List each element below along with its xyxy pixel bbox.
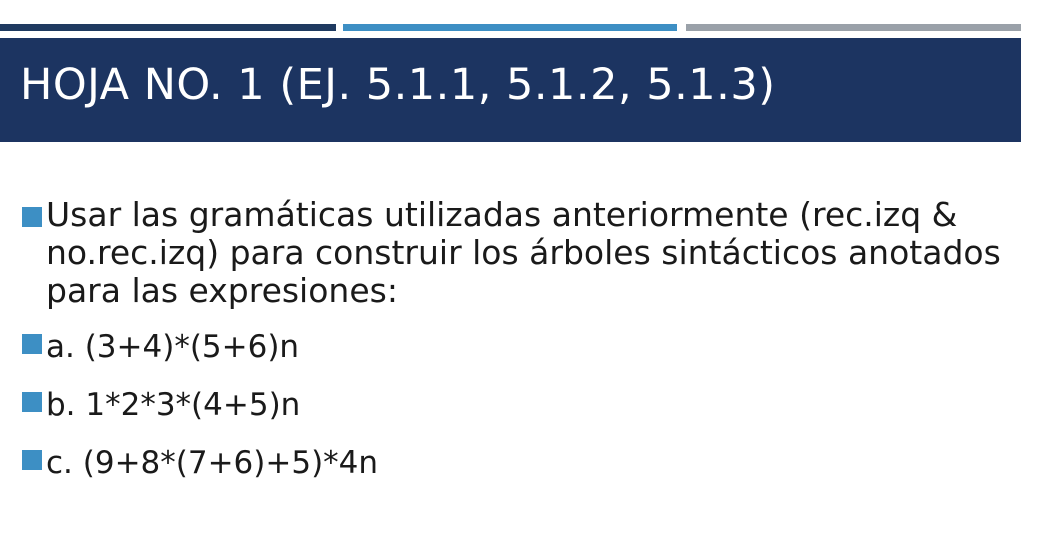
square-bullet-icon — [22, 450, 42, 470]
accent-stripe-gray — [686, 24, 1021, 31]
expression-item-b — [22, 376, 1012, 434]
main-bullet-text: Usar las gramáticas utilizadas anteriormente (rec.izq & no.rec.izq) para construir los árboles sintácticos anotados para las expresiones: — [46, 195, 1012, 310]
slide-content — [22, 196, 1012, 492]
main-bullet-item — [22, 196, 1012, 310]
title-band — [0, 38, 1021, 142]
square-bullet-icon — [22, 207, 42, 227]
expression-text: b. 1*2*3*(4+5)n — [46, 387, 301, 423]
expression-text: a. (3+4)*(5+6)n — [46, 329, 300, 365]
expression-item-c — [22, 434, 1012, 492]
square-bullet-icon — [22, 392, 42, 412]
expression-text: c. (9+8*(7+6)+5)*4n — [46, 445, 379, 481]
accent-stripe-blue — [343, 24, 677, 31]
square-bullet-icon — [22, 334, 42, 354]
slide-title: HOJA NO. 1 (EJ. 5.1.1, 5.1.2, 5.1.3) — [20, 60, 776, 110]
accent-stripe-dark — [0, 24, 336, 31]
expression-item-a — [22, 318, 1012, 376]
